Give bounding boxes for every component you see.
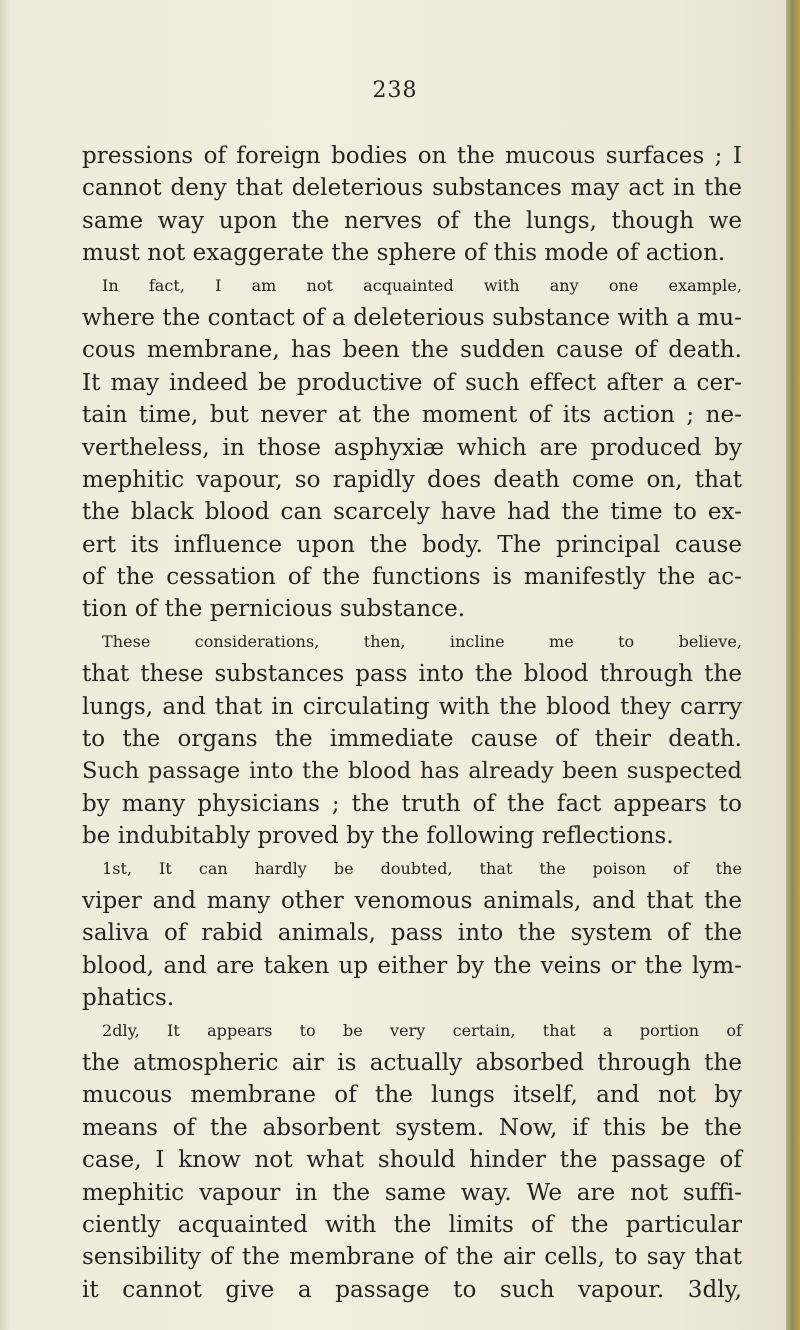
page-number: 238 [372,78,418,103]
text-line: to the organs the immediate cause of their death. [82,726,742,753]
text-line: mucous membrane of the lungs itself, and not by [82,1082,742,1109]
text-line: It may indeed be productive of such effect after a cer- [82,369,742,396]
text-line: viper and many other venomous animals, and that the [82,887,742,914]
text-line: the black blood can scarcely have had the time to ex- [82,499,742,526]
text-line: of the cessation of the functions is manifestly the ac- [82,564,742,591]
text-line: tain time, but never at the moment of its action ; ne- [82,402,742,429]
text-line: where the contact of a deleterious substance with a mu- [82,304,742,331]
text-line: same way upon the nerves of the lungs, though we [82,207,742,234]
body-text [82,140,742,1306]
page-edge-binding [786,0,800,1330]
text-line: by many physicians ; the truth of the fact appears to [82,790,742,817]
text-line: ciently acquainted with the limits of the particular [82,1211,742,1238]
text-line: sensibility of the membrane of the air cells, to say that [82,1244,742,1271]
text-line: means of the absorbent system. Now, if this be the [82,1114,742,1141]
text-line: cous membrane, has been the sudden cause of death. [82,337,742,364]
page-gutter-shadow [0,0,10,1330]
text-line: that these substances pass into the blood through the [82,661,742,688]
text-line: case, I know not what should hinder the passage of [82,1147,742,1174]
text-line: 2dly, It appears to be very certain, that a portion of [102,1020,742,1040]
text-line: mephitic vapour, so rapidly does death come on, that [82,466,742,493]
text-line: tion of the pernicious substance. [82,596,466,623]
text-line: must not exaggerate the sphere of this mode of action. [82,240,726,267]
text-line: cannot deny that deleterious substances may act in the [82,175,742,202]
text-line: In fact, I am not acquainted with any one example, [102,275,742,295]
text-line: 1st, It can hardly be doubted, that the poison of the [102,858,742,878]
text-line: it cannot give a passage to such vapour. 3dly, [82,1276,742,1303]
text-line: lungs, and that in circulating with the blood they carry [82,693,742,720]
text-line: the atmospheric air is actually absorbed through the [82,1049,742,1076]
text-line: phatics. [82,985,175,1012]
text-line: These considerations, then, incline me to believe, [102,631,742,651]
text-line: Such passage into the blood has already been suspected [82,758,742,785]
text-line: pressions of foreign bodies on the mucous surfaces ; I [82,143,742,169]
text-line: saliva of rabid animals, pass into the system of the [82,920,742,947]
text-line: vertheless, in those asphyxiæ which are produced by [82,434,742,461]
text-line: mephitic vapour in the same way. We are not suffi- [82,1179,742,1206]
text-line: be indubitably proved by the following reflections. [82,823,674,850]
text-line: ert its influence upon the body. The principal cause [82,531,742,558]
text-line: blood, and are taken up either by the veins or the lym- [82,952,742,979]
